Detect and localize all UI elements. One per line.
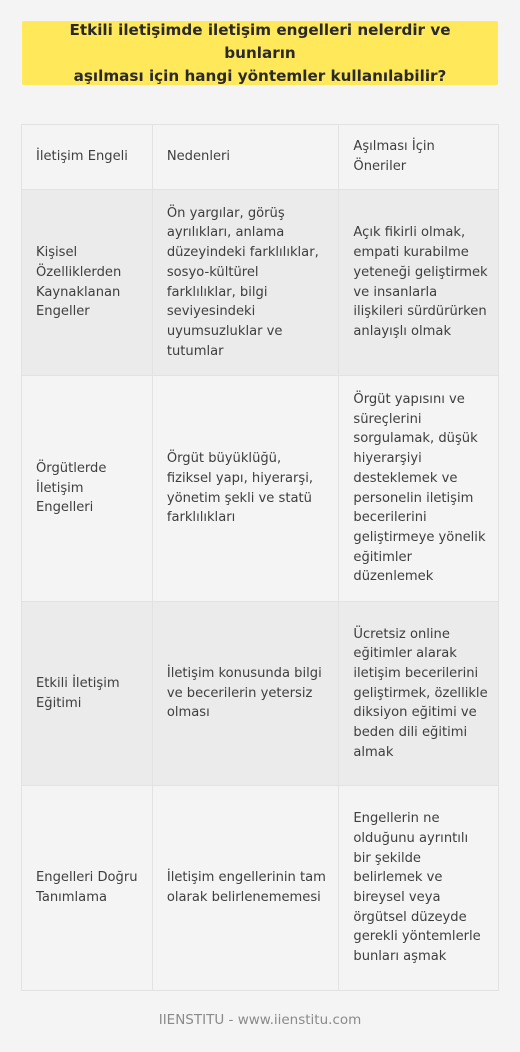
cell-suggestions: Ücretsiz online eğitimler alarak iletişim becerilerini geliştirmek, özellikle diksiyon eğitimi ve beden dili eğitimi almak	[339, 602, 499, 786]
header-suggestions: Aşılması İçin Öneriler	[339, 125, 499, 190]
cell-barrier: Etkili İletişim Eğitimi	[22, 602, 153, 786]
title-banner	[22, 21, 498, 85]
title-line-1: Etkili iletişimde iletişim engelleri nelerdir ve bunların	[69, 20, 451, 62]
cell-causes: Ön yargılar, görüş ayrılıkları, anlama düzeyindeki farklılıklar, sosyo-kültürel farklılıklar, bilgi seviyesindeki uyumsuzluklar ve tutumlar	[152, 190, 339, 376]
cell-barrier: Örgütlerde İletişim Engelleri	[22, 376, 153, 602]
footer-credit: IIENSTITU - www.iienstitu.com	[158, 1012, 362, 1028]
cell-causes: Örgüt büyüklüğü, fiziksel yapı, hiyerarşi, yönetim şekli ve statü farklılıkları	[152, 376, 339, 602]
table-row	[22, 376, 499, 602]
title-line-2: aşılması için hangi yöntemler kullanılabilir?	[73, 66, 447, 85]
table-row	[22, 190, 499, 376]
cell-causes: İletişim konusunda bilgi ve becerilerin yetersiz olması	[152, 602, 339, 786]
cell-barrier: Engelleri Doğru Tanımlama	[22, 786, 153, 991]
header-causes: Nedenleri	[152, 125, 339, 190]
cell-causes: İletişim engellerinin tam olarak belirlenememesi	[152, 786, 339, 991]
cell-barrier: Kişisel Özelliklerden Kaynaklanan Engeller	[22, 190, 153, 376]
table-row	[22, 602, 499, 786]
cell-suggestions: Örgüt yapısını ve süreçlerini sorgulamak, düşük hiyerarşiyi desteklemek ve personelin iletişim becerilerini geliştirmeye yönelik eğitimler düzenlemek	[339, 376, 499, 602]
table-row	[22, 786, 499, 991]
page-title	[32, 19, 488, 88]
cell-suggestions: Açık fikirli olmak, empati kurabilme yeteneği geliştirmek ve insanlarla ilişkileri sürdürürken anlayışlı olmak	[339, 190, 499, 376]
barriers-table	[21, 124, 499, 991]
header-barrier: İletişim Engeli	[22, 125, 153, 190]
table-header-row	[22, 125, 499, 190]
cell-suggestions: Engellerin ne olduğunu ayrıntılı bir şekilde belirlemek ve bireysel veya örgütsel düzeyde gerekli yöntemlerle bunları aşmak	[339, 786, 499, 991]
